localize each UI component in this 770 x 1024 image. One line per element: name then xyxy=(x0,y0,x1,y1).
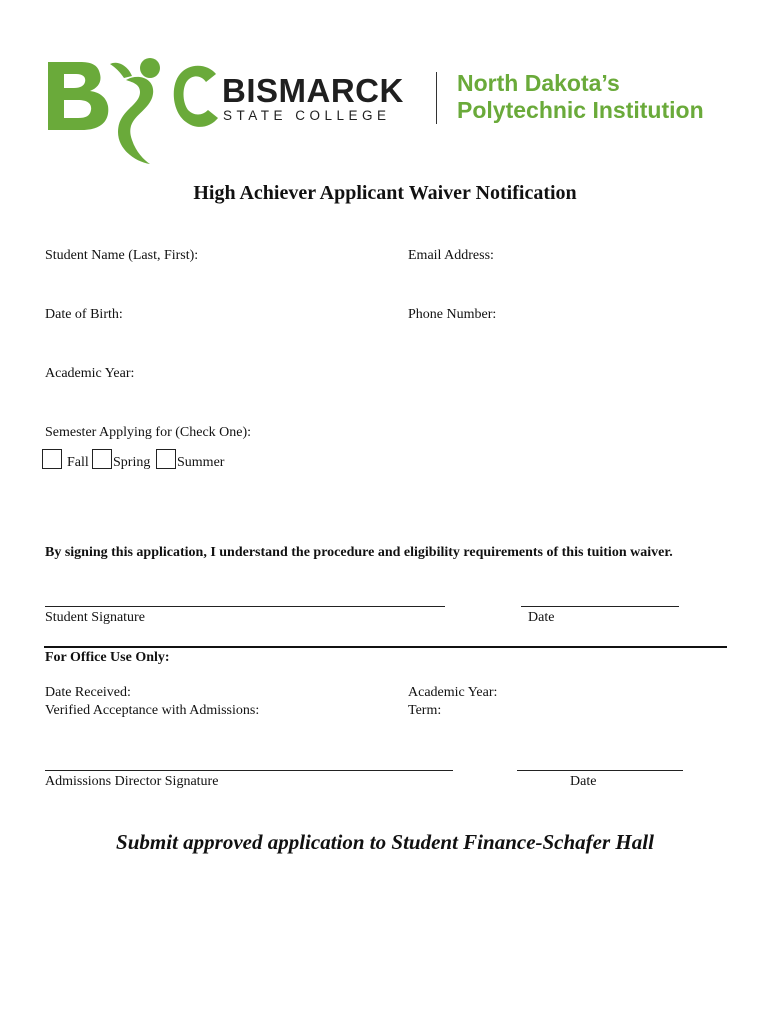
tagline-line-1: North Dakota’s xyxy=(457,70,620,96)
form-title: High Achiever Applicant Waiver Notification xyxy=(193,182,577,204)
agreement-text: By signing this application, I understand the procedure and eligibility requirements of this tuition waiver. xyxy=(45,545,673,560)
date-received-label: Date Received: xyxy=(45,685,131,700)
section-divider xyxy=(44,646,727,648)
college-name-primary: BISMARCK xyxy=(222,72,404,109)
student-date-label: Date xyxy=(528,610,555,625)
director-date-label: Date xyxy=(570,774,597,789)
director-signature-line[interactable] xyxy=(45,770,453,771)
checkbox-fall[interactable] xyxy=(42,449,62,469)
logo-divider xyxy=(436,72,437,124)
bsc-logo-mark xyxy=(40,44,230,168)
student-date-line[interactable] xyxy=(521,606,679,607)
college-name-secondary: STATE COLLEGE xyxy=(223,108,391,123)
checkbox-spring[interactable] xyxy=(92,449,112,469)
term-label: Term: xyxy=(408,703,442,718)
student-name-label: Student Name (Last, First): xyxy=(45,248,199,263)
academic-year-label: Academic Year: xyxy=(45,366,135,381)
director-date-line[interactable] xyxy=(517,770,683,771)
office-use-heading: For Office Use Only: xyxy=(45,650,170,665)
verified-acceptance-label: Verified Acceptance with Admissions: xyxy=(45,703,260,718)
option-fall-label: Fall xyxy=(67,455,89,470)
option-summer-label: Summer xyxy=(177,455,225,470)
submit-instructions: Submit approved application to Student Finance-Schafer Hall xyxy=(116,830,654,854)
student-signature-line[interactable] xyxy=(45,606,445,607)
option-spring-label: Spring xyxy=(113,455,151,470)
director-signature-label: Admissions Director Signature xyxy=(45,774,219,789)
dob-label: Date of Birth: xyxy=(45,307,123,322)
phone-label: Phone Number: xyxy=(408,307,497,322)
checkbox-summer[interactable] xyxy=(156,449,176,469)
office-academic-year-label: Academic Year: xyxy=(408,685,498,700)
semester-label: Semester Applying for (Check One): xyxy=(45,425,252,440)
student-signature-label: Student Signature xyxy=(45,610,145,625)
email-label: Email Address: xyxy=(408,248,494,263)
tagline-line-2: Polytechnic Institution xyxy=(457,97,704,123)
